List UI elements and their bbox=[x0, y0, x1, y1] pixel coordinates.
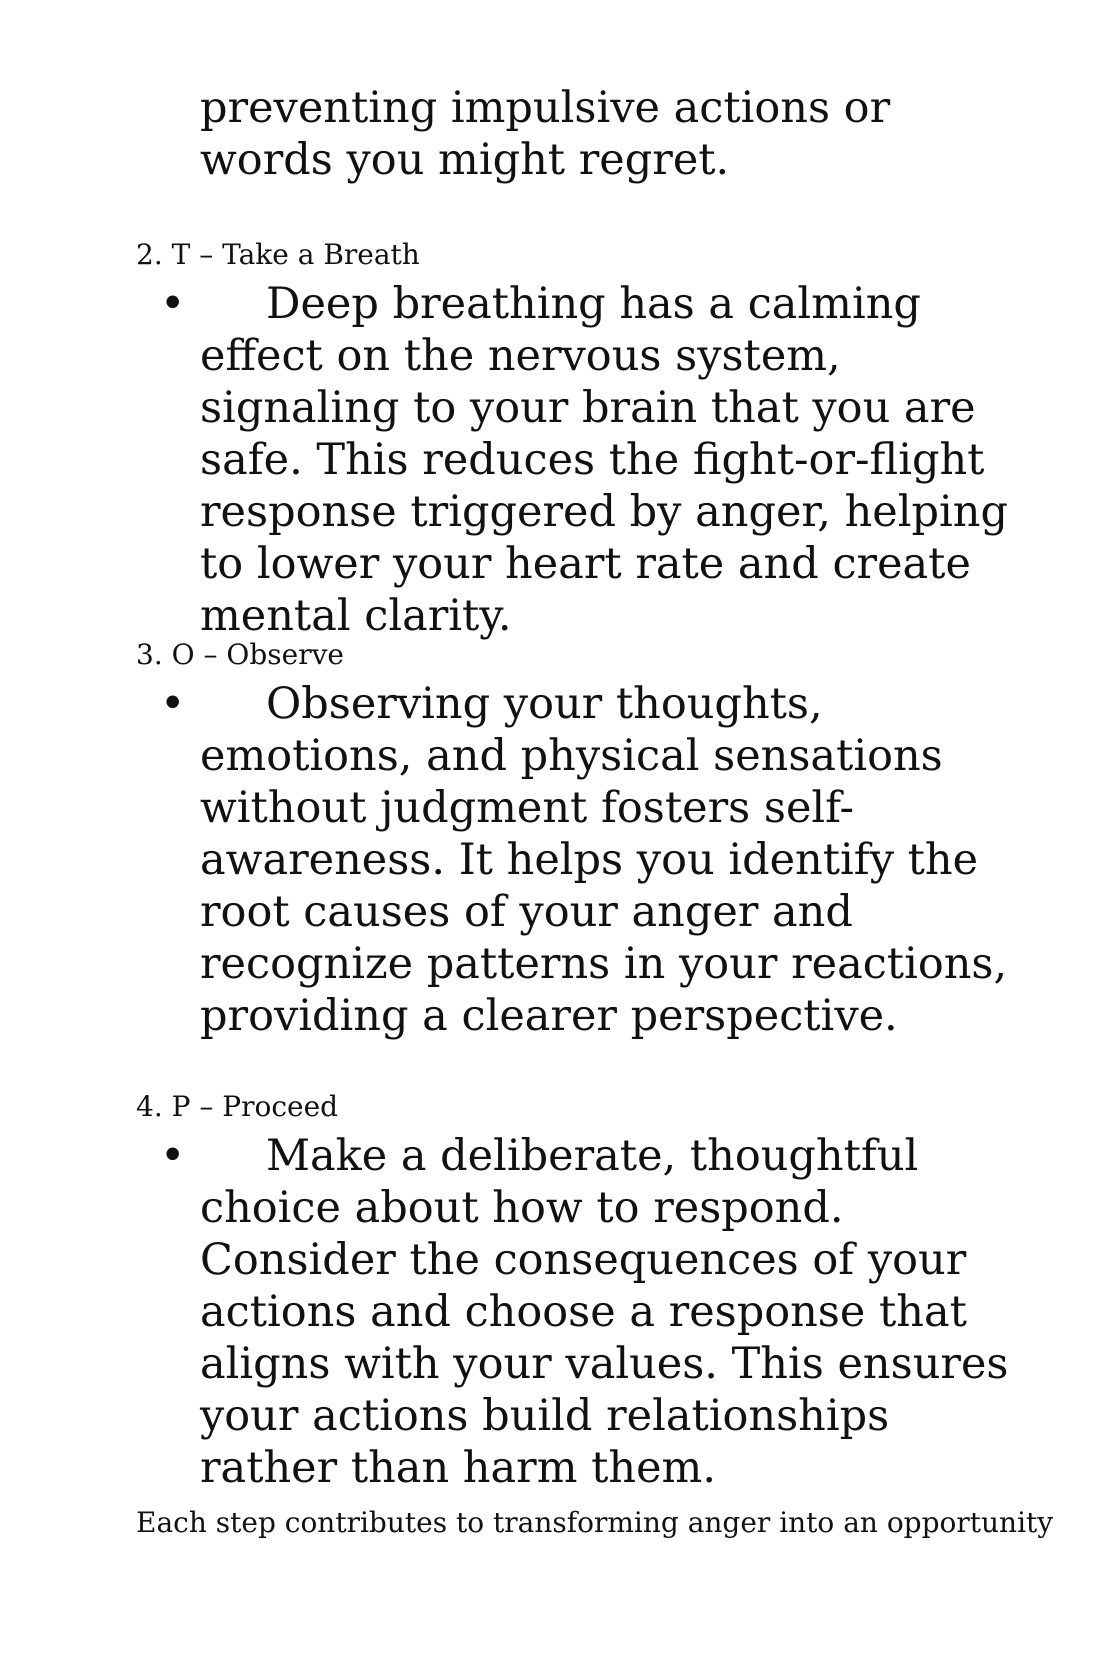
step-heading-take-a-breath: 2. T – Take a Breath bbox=[136, 238, 420, 271]
continued-paragraph: preventing impulsive actions or words you might regret. bbox=[200, 83, 891, 185]
step-heading-observe: 3. O – Observe bbox=[136, 638, 344, 671]
step-text-observe: Observing your thoughts, emotions, and physical sensations without judgment fosters self-awareness. It helps you identify the root causes of your anger and recognize patterns in your reactions, providing a clearer perspective. bbox=[200, 679, 1008, 1041]
step-heading-proceed: 4. P – Proceed bbox=[136, 1090, 339, 1123]
step-text-take-a-breath: Deep breathing has a calming effect on the nervous system, signaling to your brain that you are safe. This reduces the fight-or-flight response triggered by anger, helping to lower your heart rate and create mental clarity. bbox=[200, 279, 1008, 641]
step-text-proceed: Make a deliberate, thoughtful choice about how to respond. Consider the consequences of your actions and choose a response that aligns with your values. This ensures your actions build relationships rather than harm them. bbox=[200, 1131, 1009, 1493]
closing-paragraph: Each step contributes to transforming anger into an opportunity bbox=[136, 1506, 1054, 1539]
bullet-icon: • bbox=[160, 279, 186, 329]
bullet-icon: • bbox=[160, 679, 186, 729]
bullet-icon: • bbox=[160, 1131, 186, 1181]
